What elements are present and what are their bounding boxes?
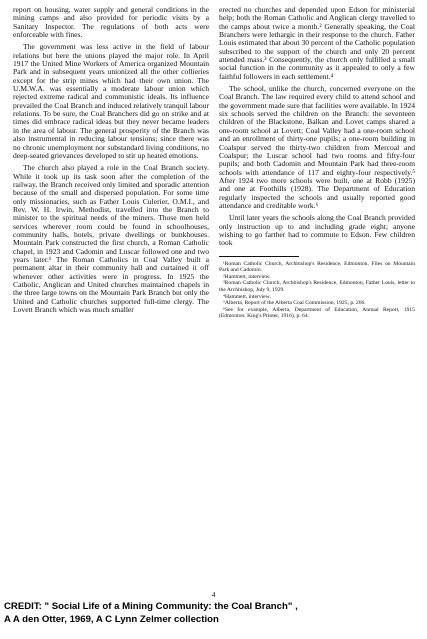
right-column-body bbox=[219, 6, 415, 248]
page-number: 4 bbox=[211, 590, 216, 599]
paragraph: The school, unlike the church, concerned everyone on the Coal Branch. The law required every child to attend school and the government made sure that facilities were available. In 1924 six schools served the children on the Branch: the seventeen children of the Blackstone, Balkan and Lovet camps shared a one-room school at Lovett; Coal Valley had a one-room school and an enrollment of thirty-one pupils; a one-room building in Coalspur served the thirty-two children from Mercoal and Coalspur; the Luscar school had two rooms and fifty-four pupils; and both Cadomin and Mountain Park had three-room schools with attendance of 117 and eighty-four respectively.⁵ After 1924 two more schools were built, one at Robb (1925) and one at Foothills (1928). The Department of Education regularly inspected the schools and usually reported good attendance and creditable work.⁶ bbox=[219, 84, 415, 210]
left-column bbox=[13, 6, 209, 314]
footnote: ³Roman Catholic Church, Archbishop's Residence, Edmonton, Father Louis, letter to the Archbishop, July 9, 1929. bbox=[219, 280, 415, 293]
footnote: ⁵Alberta, Report of the Alberta Coal Commission, 1925, p. 266. bbox=[223, 300, 366, 307]
paragraph: The government was less active in the field of labour relations but here the unions played the major role. In April 1917 the United Mine Workers of America organized Mountain Park and in subsequent years unionized all the other collieries except for the strip mines which had their own union. The U.M.W.A. was essentially a moderate labour union which rejected extreme radical and communistic ideals. Its influence prevailed the Coal Branch and induced relatively tranquil labour relations. To be sure, the Coal Branchers did go on strike and at times did embrace radical ideas but they never became leaders in the area of labour. The general prosperity of the Branch was also instrumental in reducing labour tensions; since there was no chronic unemployment nor substandard living conditions, no deep-seated grievances developed to stir up heated emotions. bbox=[13, 42, 209, 160]
footnote: ¹Roman Catholic Church, Archbishop's Residence, Edmonton, Files on Mountain Park and Cadomin. bbox=[219, 260, 415, 274]
paragraph: The church also played a role in the Coal Branch society. While it took up its task soon after the completion of the railway, the Branch received only limited and sporadic attention because of the small and dispersed population. For some time only missionaries, such as Father Louis Culerier, O.M.I., and Rev. W. H. Irwin, Methodist, travelled into the Branch to minister to the spiritual needs of the miners. Those men held services wherever room could be found in schoolhouses, community halls, hotels, private dwellings or bunkhouses. Mountain Park constructed the first church, a Roman Catholic chapel, in 1923 and Cadomin and Luscar followed one and two years later.¹ The Roman Catholics in Coal Valley built a permanent altar in their community hall and curtained it off whenever other activities were in progress. In 1925 the Catholic, Anglican and United churches maintained chapels in the three large towns on the Mountain Park Branch but only the United and Catholic churches supported full-time clergy. The Lovett Branch which was much smaller bbox=[13, 163, 209, 315]
paragraph: Until later years the schools along the Coal Branch provided only instruction up to and including grade eight; anyone wishing to go farther had to commute to Edson. Few children took bbox=[219, 213, 415, 248]
credit-line-author: A A den Otter, 1969, A C Lynn Zelmer collection bbox=[4, 614, 219, 625]
paragraph: report on housing, water supply and general conditions in the mining camps and also provided for periodic visits by a Sanitary Inspector. The regulations of both acts were enforceable with fines. bbox=[13, 5, 209, 40]
footnote: ⁶See for example, Alberta, Department of Education, Annual Report, 1915 (Edmonton: King's Printer, 1916), p. 64. bbox=[219, 306, 415, 320]
credit-line-title: CREDIT: " Social Life of a Mining Community: the Coal Branch" , bbox=[4, 601, 298, 612]
right-column bbox=[219, 6, 415, 320]
footnote-divider bbox=[219, 256, 299, 257]
footnotes bbox=[219, 261, 415, 320]
footnote: ²Hammett, interview. bbox=[223, 273, 271, 280]
footnote: ⁴Hammett, interview. bbox=[223, 293, 271, 300]
credit-caption bbox=[4, 600, 424, 626]
paragraph: erected no churches and depended upon Edson for ministerial help; both the Roman Catholic and Anglican clergy travelled to the camps about twice a month.² Generally speaking, the Coal Branchers were lethargic in their response to the church. Father Louis estimated that about 30 percent of the Catholic population subscribed to the support of the church and only 20 percent attended mass.³ Consequently, the church only fulfilled a small social function in the community as it appealed to only a few faithful followers in each settlement.⁴ bbox=[219, 5, 415, 81]
